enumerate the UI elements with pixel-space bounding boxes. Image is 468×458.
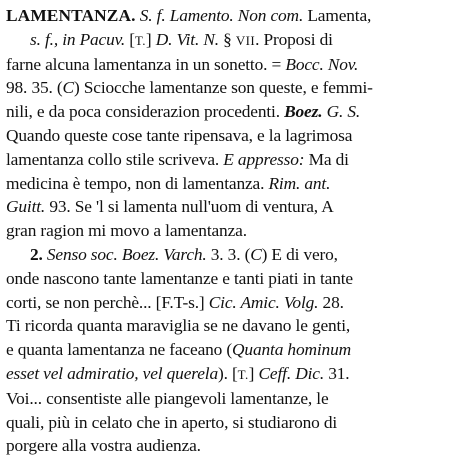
- text-run: D. Vit. N.: [155, 29, 219, 49]
- text-run: lamentanza collo stile scriveva.: [6, 149, 224, 169]
- text-run: Ceff. Dic.: [258, 363, 325, 383]
- text-run: 93. Se 'l si lamenta null'uom di ventura, A: [45, 197, 334, 217]
- text-run: ) E di vero,: [261, 244, 338, 264]
- entry-line: [6, 219, 464, 243]
- text-run: Rim. ant.: [268, 173, 331, 193]
- text-run: Ti ricorda quanta maraviglia se ne davano le genti,: [6, 316, 351, 336]
- text-run: Quando queste cose tante ripensava, e la lagrimosa: [6, 125, 353, 145]
- text-run: ) Sciocche lamentanze son queste, e femmi-: [73, 78, 373, 98]
- text-run: gran ragion mi movo a lamentanza.: [6, 221, 247, 241]
- text-run: esset vel admiratio, vel querela: [6, 363, 218, 383]
- text-run: onde nascono tante lamentanze e tanti piati in tante: [6, 268, 353, 288]
- text-run: nili, e da poca considerazion procedenti.: [6, 102, 285, 122]
- text-run: 98. 35. (: [6, 78, 63, 98]
- entry-line: [6, 124, 464, 148]
- text-run: quali, più in celato che in aperto, si studiarono di: [6, 412, 338, 432]
- text-run: ]: [248, 363, 259, 383]
- text-run: E appresso:: [223, 149, 305, 169]
- text-run: 31.: [324, 363, 350, 383]
- entry-line: [6, 172, 464, 196]
- entry-line: [6, 53, 464, 77]
- entry-line: [6, 243, 464, 267]
- entry-line: [6, 291, 464, 315]
- text-run: C: [62, 78, 74, 98]
- text-run: Senso soc. Boez. Varch.: [46, 244, 207, 264]
- text-run: Bocc. Nov.: [285, 54, 359, 74]
- text-run: G. S.: [326, 102, 361, 122]
- text-run: s. f., in Pacuv.: [30, 29, 126, 49]
- entry-line: [6, 434, 464, 458]
- text-run: VII: [235, 32, 256, 48]
- entry-line: [6, 387, 464, 411]
- text-run: Ma di: [304, 149, 349, 169]
- text-run: ). [: [217, 363, 238, 383]
- text-run: Voi... consentiste alle piangevoli lamentanze, le: [6, 388, 329, 408]
- entry-line: [6, 195, 464, 219]
- text-run: Quanta hominum: [232, 340, 351, 360]
- text-run: ]: [145, 29, 156, 49]
- entry-line: [6, 76, 464, 100]
- text-run: 3. 3. (: [206, 244, 251, 264]
- entry-line: [6, 362, 464, 387]
- headword: LAMENTANZA.: [6, 6, 136, 25]
- entry-line: [6, 28, 464, 53]
- entry-line: [6, 267, 464, 291]
- text-run: medicina è tempo, non di lamentanza.: [6, 173, 269, 193]
- entry-line: [6, 338, 464, 362]
- text-run: Lamenta,: [303, 6, 372, 25]
- text-run: porgere alla vostra audienza.: [6, 436, 201, 456]
- text-run: . Proposi di: [255, 29, 333, 49]
- text-run: S. f. Lamento. Non com.: [139, 6, 304, 25]
- text-run: farne alcuna lamentanza in un sonetto. =: [6, 54, 286, 74]
- text-run: Cic. Amic. Volg.: [208, 292, 319, 312]
- text-run: §: [218, 29, 236, 49]
- text-run: C: [250, 244, 262, 264]
- text-run: [: [125, 29, 135, 49]
- text-run: e quanta lamentanza ne faceano (: [6, 340, 233, 360]
- text-run: T.: [237, 366, 249, 382]
- text-run: T.: [134, 32, 146, 48]
- entry-line: [6, 148, 464, 172]
- entry-line: [6, 100, 464, 124]
- text-run: Guitt.: [6, 197, 46, 217]
- text-run: corti, se non perchè... [F.T-s.]: [6, 292, 209, 312]
- entry-line: [6, 411, 464, 435]
- text-run: 28.: [318, 292, 344, 312]
- entry-line: [6, 314, 464, 338]
- text-run: Boez.: [284, 102, 323, 122]
- entry-line: [6, 4, 464, 28]
- text-run: 2.: [30, 244, 43, 264]
